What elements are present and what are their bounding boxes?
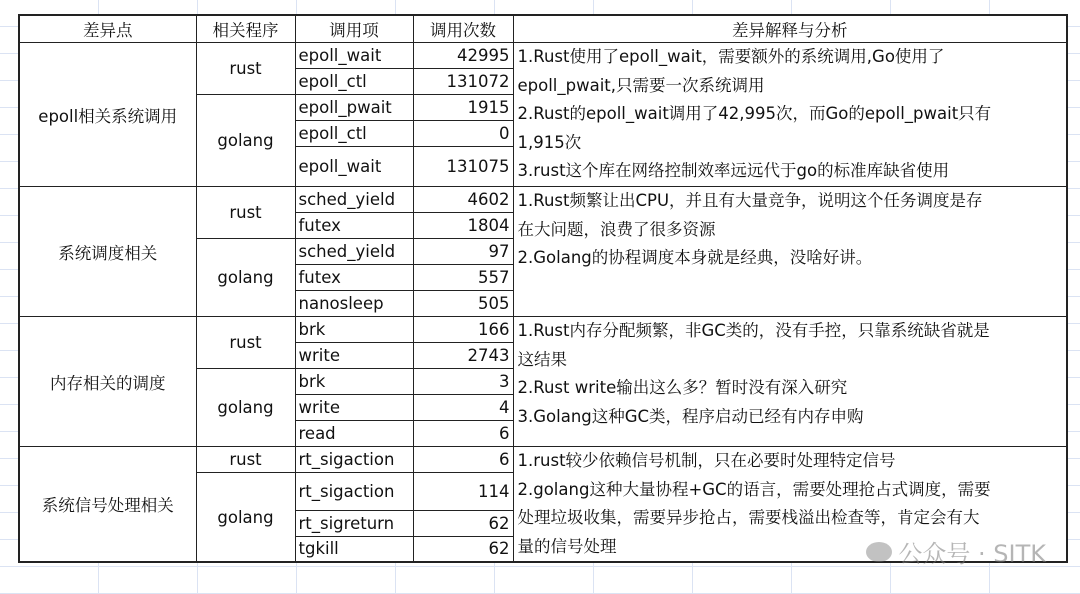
program-cell[interactable]: golang: [196, 473, 295, 563]
column-header[interactable]: 差异解释与分析: [513, 15, 1067, 43]
count-cell[interactable]: 97: [413, 239, 513, 265]
table-row: [19, 447, 1067, 473]
notes-cell[interactable]: [513, 187, 1067, 317]
count-cell[interactable]: 131075: [413, 147, 513, 187]
count-cell[interactable]: 1915: [413, 95, 513, 121]
count-cell[interactable]: 62: [413, 510, 513, 536]
program-cell[interactable]: golang: [196, 95, 295, 187]
table-row: [19, 317, 1067, 343]
count-cell[interactable]: 6: [413, 447, 513, 473]
notes-line: 处理垃圾收集，需要异步抢占，需要栈溢出检查等，肯定会有大: [517, 508, 980, 527]
notes-line: 1.Rust内存分配频繁，非GC类的，没有手控，只靠系统缺省就是: [517, 321, 990, 340]
syscall-cell[interactable]: futex: [295, 213, 413, 239]
count-cell[interactable]: 42995: [413, 43, 513, 69]
program-cell[interactable]: golang: [196, 369, 295, 447]
syscall-cell[interactable]: rt_sigreturn: [295, 510, 413, 536]
table-row: [19, 187, 1067, 213]
wechat-icon: [866, 542, 892, 562]
syscall-cell[interactable]: epoll_ctl: [295, 69, 413, 95]
notes-line: epoll_pwait,只需要一次系统调用: [517, 75, 765, 95]
notes-cell[interactable]: [513, 43, 1067, 187]
syscall-cell[interactable]: epoll_ctl: [295, 121, 413, 147]
count-cell[interactable]: 4602: [413, 187, 513, 213]
syscall-cell[interactable]: sched_yield: [295, 187, 413, 213]
syscall-cell[interactable]: write: [295, 343, 413, 369]
notes-cell[interactable]: [513, 317, 1067, 447]
notes-line: 2.Golang的协程调度本身就是经典，没啥好讲。: [517, 248, 873, 267]
watermark: 公众号 · SITK: [866, 534, 1046, 569]
group-cell[interactable]: 系统调度相关: [19, 187, 196, 317]
table-row: [19, 43, 1067, 69]
count-cell[interactable]: 1804: [413, 213, 513, 239]
count-cell[interactable]: 3: [413, 369, 513, 395]
syscall-comparison-table: [18, 14, 1068, 563]
group-cell[interactable]: 系统信号处理相关: [19, 447, 196, 563]
notes-line: 2.Rust write输出这么多？暂时没有深入研究: [517, 378, 848, 397]
program-cell[interactable]: rust: [196, 317, 295, 369]
notes-line: 2.Rust的epoll_wait调用了42,995次，而Go的epoll_pwait只有: [517, 104, 992, 123]
program-cell[interactable]: rust: [196, 187, 295, 239]
syscall-cell[interactable]: tgkill: [295, 536, 413, 562]
column-header[interactable]: 调用次数: [413, 15, 513, 43]
header-row: [19, 15, 1067, 43]
count-cell[interactable]: 131072: [413, 69, 513, 95]
count-cell[interactable]: 166: [413, 317, 513, 343]
column-header[interactable]: 调用项: [295, 15, 413, 43]
notes-line: 1.Rust频繁让出CPU，并且有大量竞争，说明这个任务调度是存: [517, 191, 983, 210]
notes-line: 1.Rust使用了epoll_wait，需要额外的系统调用,Go使用了: [517, 47, 945, 66]
count-cell[interactable]: 505: [413, 291, 513, 317]
notes-line: 1.rust较少依赖信号机制，只在必要时处理特定信号: [517, 451, 896, 470]
program-cell[interactable]: rust: [196, 447, 295, 473]
count-cell[interactable]: 557: [413, 265, 513, 291]
count-cell[interactable]: 4: [413, 395, 513, 421]
syscall-cell[interactable]: rt_sigaction: [295, 473, 413, 511]
syscall-cell[interactable]: epoll_wait: [295, 147, 413, 187]
syscall-cell[interactable]: sched_yield: [295, 239, 413, 265]
count-cell[interactable]: 0: [413, 121, 513, 147]
syscall-cell[interactable]: epoll_pwait: [295, 95, 413, 121]
group-cell[interactable]: 内存相关的调度: [19, 317, 196, 447]
syscall-cell[interactable]: nanosleep: [295, 291, 413, 317]
notes-line: 3.Golang这种GC类，程序启动已经有内存申购: [517, 406, 864, 426]
syscall-cell[interactable]: futex: [295, 265, 413, 291]
notes-line: 这结果: [517, 349, 567, 369]
notes-line: 3.rust这个库在网络控制效率远远代于go的标准库缺省使用: [517, 161, 950, 180]
count-cell[interactable]: 6: [413, 421, 513, 447]
count-cell[interactable]: 62: [413, 536, 513, 562]
group-cell[interactable]: epoll相关系统调用: [19, 43, 196, 187]
syscall-cell[interactable]: read: [295, 421, 413, 447]
syscall-cell[interactable]: write: [295, 395, 413, 421]
notes-line: 2.golang这种大量协程+GC的语言，需要处理抢占式调度，需要: [517, 479, 991, 499]
count-cell[interactable]: 2743: [413, 343, 513, 369]
syscall-cell[interactable]: rt_sigaction: [295, 447, 413, 473]
syscall-cell[interactable]: epoll_wait: [295, 43, 413, 69]
column-header[interactable]: 相关程序: [196, 15, 295, 43]
syscall-cell[interactable]: brk: [295, 369, 413, 395]
column-header[interactable]: 差异点: [19, 15, 196, 43]
notes-line: 在大问题，浪费了很多资源: [517, 219, 716, 239]
count-cell[interactable]: 114: [413, 473, 513, 511]
notes-line: 1,915次: [517, 132, 582, 152]
syscall-cell[interactable]: brk: [295, 317, 413, 343]
program-cell[interactable]: golang: [196, 239, 295, 317]
program-cell[interactable]: rust: [196, 43, 295, 95]
notes-line: 量的信号处理: [517, 536, 617, 556]
